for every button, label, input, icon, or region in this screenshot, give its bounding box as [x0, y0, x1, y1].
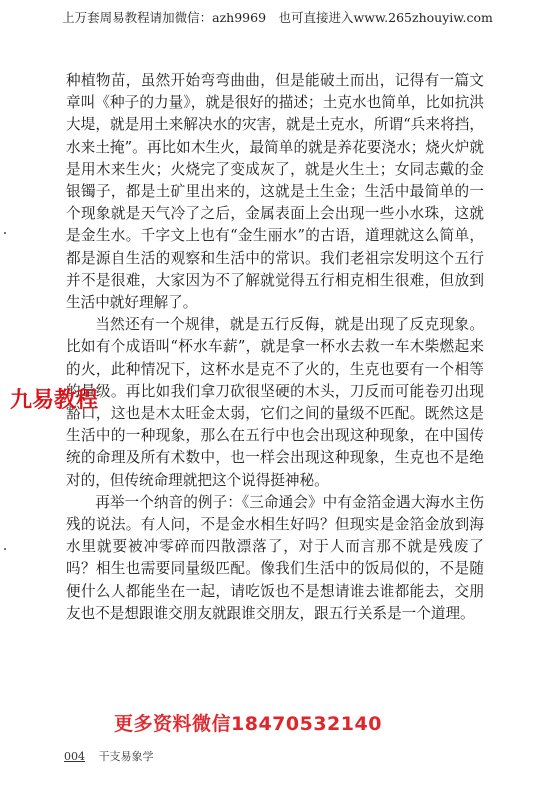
watermark-bottom: 更多资料微信18470532140	[114, 713, 382, 735]
margin-mark	[4, 232, 6, 234]
paragraph-3: 再举一个纳音的例子：《三命通会》中有金箔金遇大海水主伤残的说法。有人问，不是金水相生好吗？但现实是金箔金放到海水里就要被冲零碎而四散漂落了，对于人而言那不就是残废了吗？相生也需要同量级匹配。像我们生活中的饭局似的，不是随便什么人都能坐在一起，请吃饭也不是想请谁去谁都能去，交朋友也不是想跟谁交朋友就跟谁交朋友，跟五行关系是一个道理。	[66, 493, 484, 622]
page-number: 004	[64, 750, 85, 763]
watermark-left: 九易教程	[10, 388, 99, 413]
paragraph-2: 当然还有一个规律，就是五行反侮，就是出现了反克现象。比如有个成语叫“杯水车薪”，就是拿一杯水去救一车木柴燃起来的火，此种情况下，这杯水是克不了火的，生克也要有一个相等的量级。再比如我们拿刀砍很坚硬的木头，刀反而可能卷刃出现豁口，这也是木太旺金太弱，它们之间的量级不匹配。既然这是生活中的一种现象，那么在五行中也会出现这种现象，在中国传统的命理及所有术数中，也一样会出现这种现象，生克也不是绝对的，但传统命理就把这个说得挺神秘。	[66, 316, 484, 489]
page-footer	[64, 748, 154, 764]
paragraph-1: 种植物苗，虽然开始弯弯曲曲，但是能破土而出，记得有一篇文章叫《种子的力量》，就是很好的描述；土克水也简单，比如抗洪大堤，就是用土来解决水的灾害，就是土克水，所谓“兵来将挡，水来土掩”。再比如木生火，最简单的就是养花要浇水；烧火炉就是用木来生火；火烧完了变成灰了，就是火生土；女同志戴的金银镯子，都是土矿里出来的，这就是土生金；生活中最简单的一个现象就是天气冷了之后，金属表面上会出现一些小水珠，这就是金生水。千字文上也有“金生丽水”的古语，道理就这么简单，都是源自生活的观察和生活中的常识。我们老祖宗发明这个五行并不是很难，大家因为不了解就觉得五行相克相生很难，但放到生活中就好理解了。	[66, 72, 484, 312]
body-text	[66, 70, 484, 625]
margin-mark	[4, 548, 6, 550]
page-header-ad: 上万套周易教程请加微信：azh9969 也可直接进入www.265zhouyiw.com	[62, 10, 493, 25]
book-title: 干支易象学	[98, 750, 154, 763]
